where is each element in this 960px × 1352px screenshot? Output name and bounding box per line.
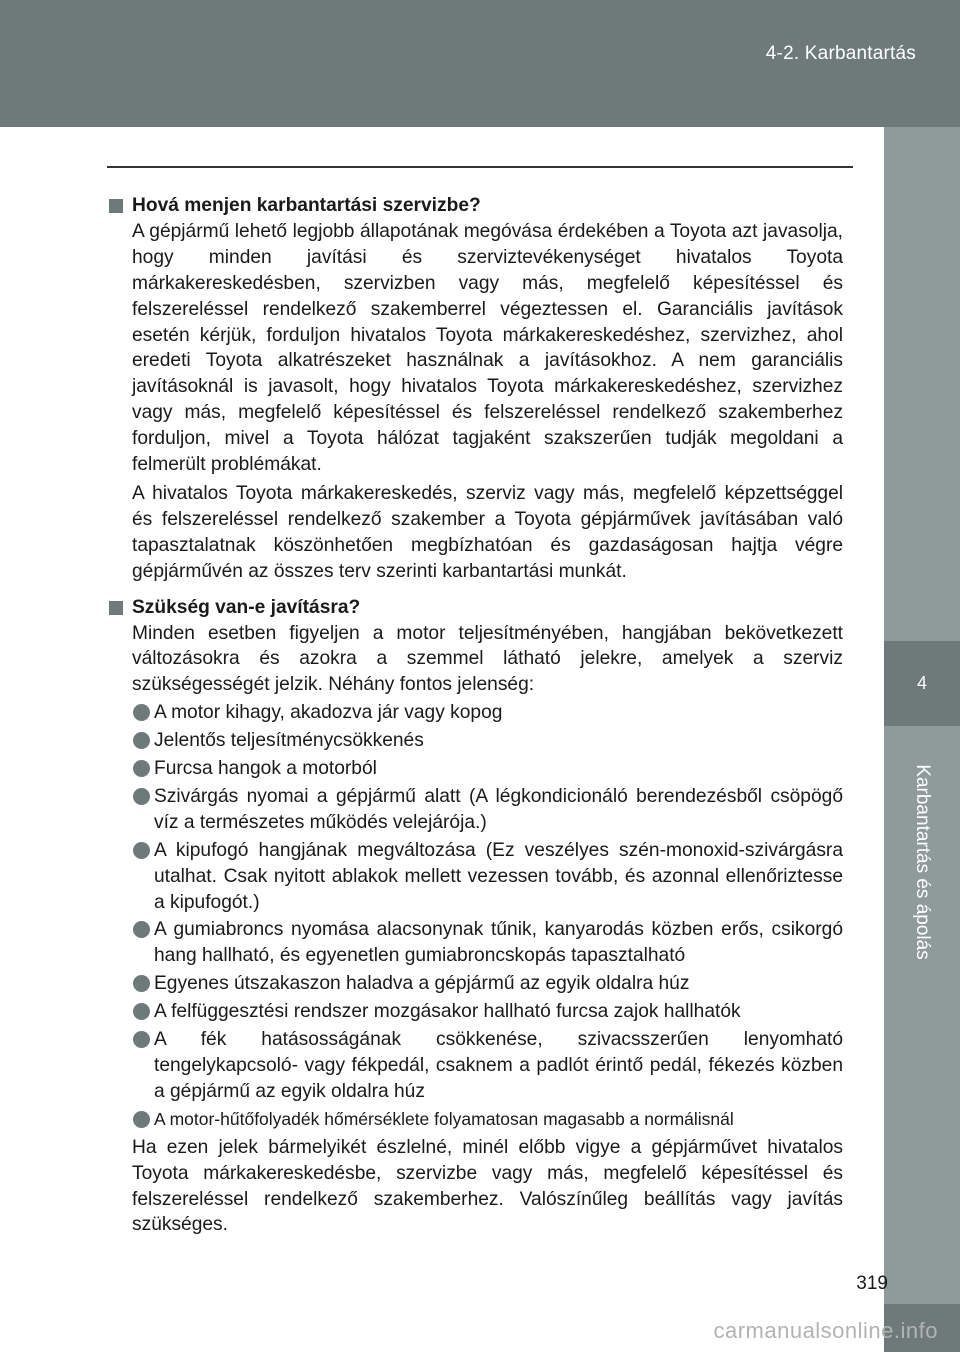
square-bullet-icon [109, 199, 123, 213]
circle-bullet-icon [133, 704, 150, 721]
circle-bullet-icon [133, 1031, 150, 1048]
circle-bullet-icon [133, 788, 150, 805]
circle-bullet-icon [133, 1003, 150, 1020]
section1-heading: Hová menjen karbantartási szervizbe? [107, 193, 843, 219]
circle-bullet-icon [133, 760, 150, 777]
section1-paragraph: A gépjármű lehető legjobb állapotának megóvása érdekében a Toyota azt javasolja, hogy minden javítási és szerviztevékenységet hivatalos Toyota márkakereskedésben, szervizben vagy más, megfelelő képesítéssel és felszereléssel rendelkező szakemberrel végeztessen el. Garanciális javítások esetén kérjük, forduljon hivatalos Toyota márkakereskedéshez, szervizhez, ahol eredeti Toyota alkatrészeket használnak a javításokhoz. A nem garanciális javításoknál is javasolt, hogy hivatalos Toyota márkakereskedéshez, szervizhez vagy más, megfelelő képesítéssel és felszereléssel rendelkező szakemberhez forduljon, mivel a Toyota hálózat tagjaként szakszerűen tudják megoldani a felmerült problémákat. [132, 220, 843, 476]
circle-bullet-icon [133, 975, 150, 992]
side-tab-top [884, 127, 960, 641]
list-item: Egyenes útszakaszon haladva a gépjármű az egyik oldalra húz [107, 971, 843, 997]
page-number: 319 [856, 1273, 888, 1294]
chapter-number: 4 [884, 641, 960, 726]
page-content [107, 193, 843, 1238]
section2-intro: Minden esetben figyeljen a motor teljesítményében, hangjában bekövetkezett változásokra és azokra a szemmel látható jelekre, amelyek a szerviz szükségességét jelzik. Néhány fontos jelenség: [132, 622, 843, 696]
top-rule [107, 166, 853, 168]
list-item: Szivárgás nyomai a gépjármű alatt (A légkondicionáló berendezésből csöpögő víz a természetes működés velejárója.) [107, 784, 843, 836]
circle-bullet-icon [133, 842, 150, 859]
section-title: 4-2. Karbantartás [765, 43, 916, 64]
list-item: A motor kihagy, akadozva jár vagy kopog [107, 700, 843, 726]
circle-bullet-icon [133, 921, 150, 938]
list-item: A felfüggesztési rendszer mozgásakor hallható furcsa zajok hallhatók [107, 999, 843, 1025]
list-item: A fék hatásosságának csökkenése, szivacsszerűen lenyomható tengelykapcsoló- vagy fékpedál, csaknem a padlót érintő pedál, fékezés közben a gépjármű az egyik oldalra húz [107, 1027, 843, 1105]
list-item: Furcsa hangok a motorból [107, 756, 843, 782]
list-item: A kipufogó hangjának megváltozása (Ez veszélyes szén-monoxid-szivárgásra utalhat. Csak nyitott ablakok mellett vezessen tovább, és azonnal ellenőriztesse a kipufogót.) [107, 838, 843, 916]
circle-bullet-icon [133, 1111, 150, 1128]
section2-heading: Szükség van-e javításra? [107, 595, 843, 621]
section1-paragraph: A hivatalos Toyota márkakereskedés, szerviz vagy más, megfelelő képzettséggel és felszereléssel rendelkező szakember a Toyota gépjárművek javításában való tapasztalatnak köszönhetően megbízhatóan és gazdaságosan hajtja végre gépjárművén az összes terv szerinti karbantartási munkát. [132, 482, 843, 582]
list-item: A gumiabroncs nyomása alacsonynak tűnik, kanyarodás közben erős, csikorgó hang hallható, és egyenetlen gumiabroncskopás tapasztalható [107, 917, 843, 969]
list-item: A motor-hűtőfolyadék hőmérséklete folyamatosan magasabb a normálisnál [107, 1107, 843, 1133]
watermark: carmanualsonline.info [713, 1318, 938, 1343]
chapter-title: Karbantartás és ápolás [912, 764, 933, 960]
circle-bullet-icon [133, 732, 150, 749]
square-bullet-icon [109, 601, 123, 615]
list-item: Jelentős teljesítménycsökkenés [107, 728, 843, 754]
section2-closing: Ha ezen jelek bármelyikét észlelné, minél előbb vigye a gépjárművet hivatalos Toyota márkakereskedésbe, szervizbe vagy más, megfelelő képesítéssel és felszereléssel rendelkező szakemberhez. Valószínűleg beállítás vagy javítás szükséges. [132, 1136, 843, 1236]
